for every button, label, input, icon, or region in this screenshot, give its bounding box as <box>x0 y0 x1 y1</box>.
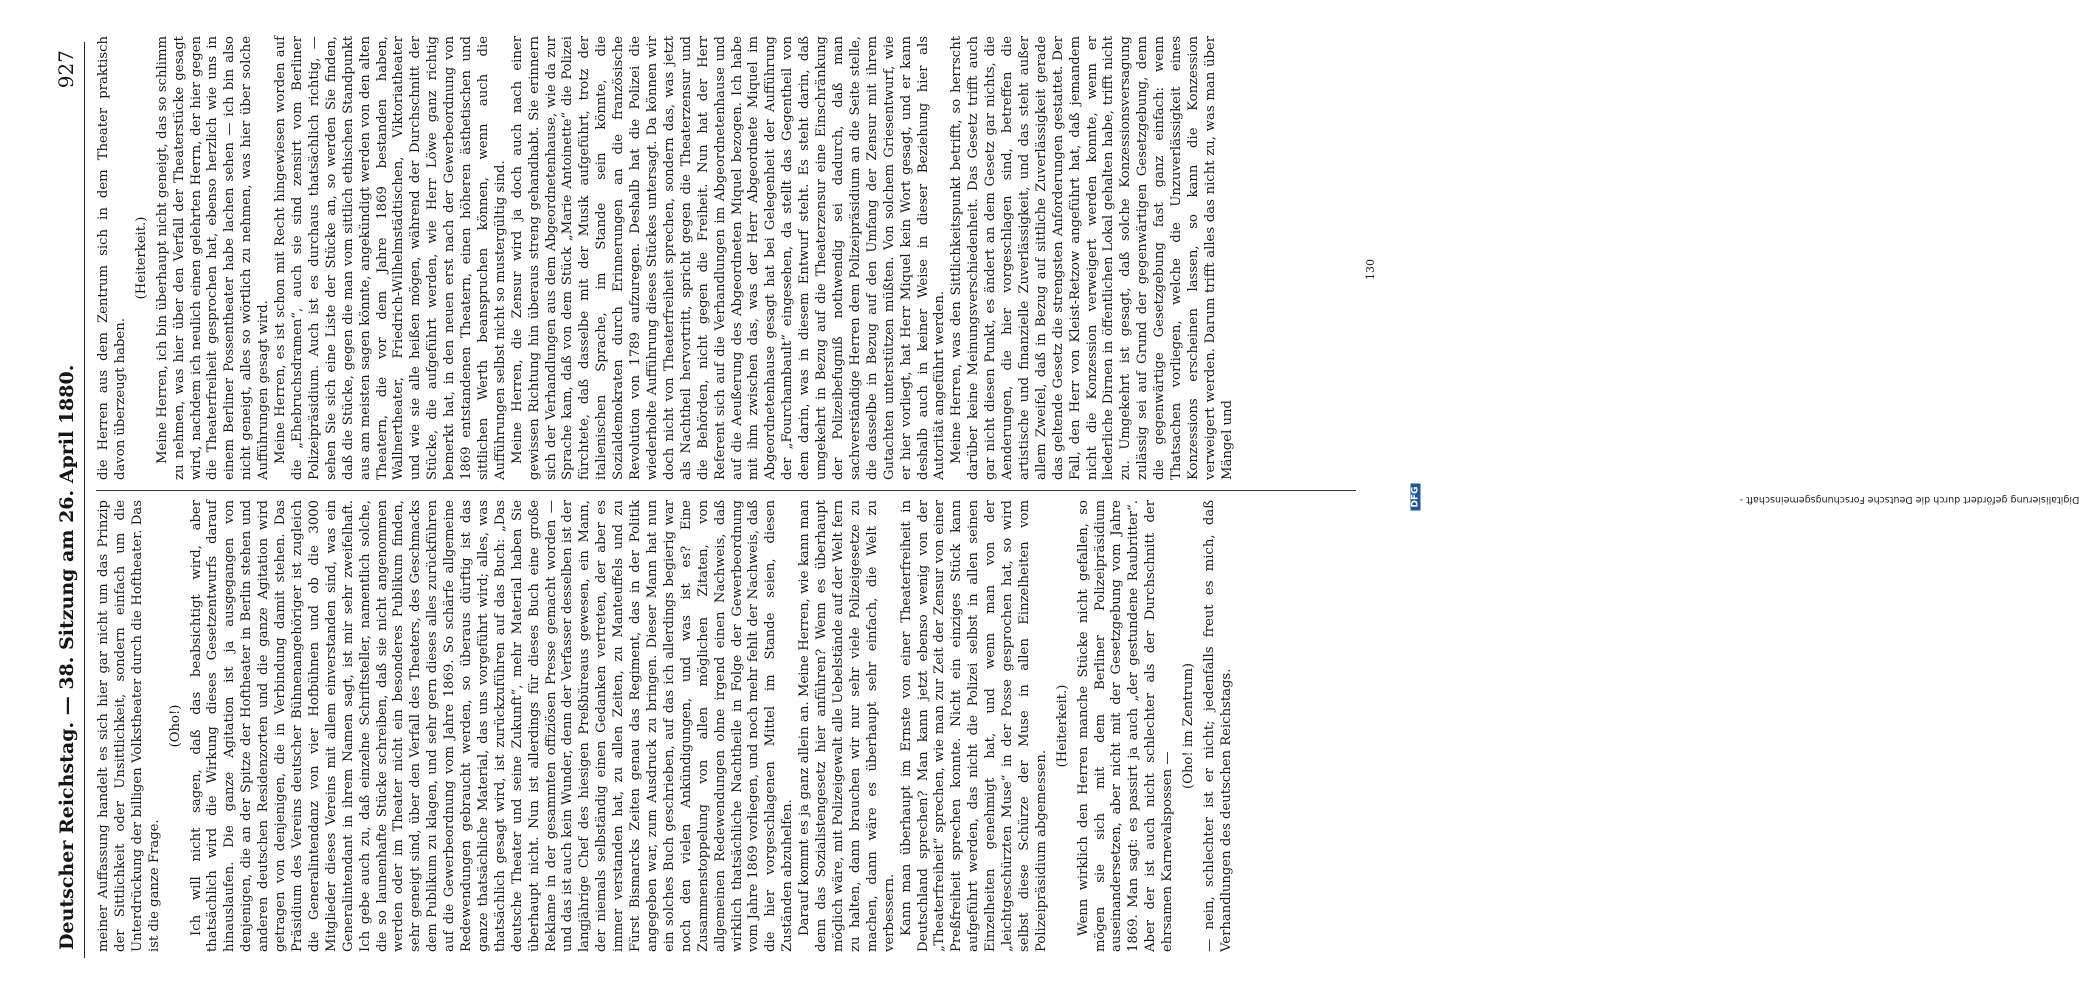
interjection: (Oho! im Zentrum) <box>1181 663 1197 790</box>
newspaper-page <box>36 20 1396 980</box>
paragraph: Kann man überhaupt im Ernste von einer Theaterfreiheit in Deutschland sprechen? Man kann jetzt ebenso wenig von der „Theaterfreiheit“ sprechen, wie man zur Zeit der Zensur von einer Preßfreiheit sprechen konnte. Nicht ein einziges Stück kann aufgeführt werden, das nicht die Polizei selbst in allen seinen Einzelheiten genehmigt hat, und wenn man von der „leichtgeschürzten Muse“ in der Posse gesprochen hat, so wird selbst diese Schürze der Muse in allen Einzelheiten vom Polizeipräsidium abgemessen. <box>898 500 1049 952</box>
paragraph: Meine Herren, es ist schon mit Recht hingewiesen worden auf die „Ehebruchsdramen“, auch sie sind zensirt vom Berliner Polizeipräsidium. Auch ist es durchaus thatsächlich richtig, — sehen Sie sich eine Liste der Stücke an, so werden Sie finden, daß die Stücke, gegen die man vom sittlich ethischen Standpunkt aus am meisten sagen könnte, angekündigt werden von den alten Theatern, die vor dem Jahre 1869 bestanden haben, Wallnertheater, Friedrich-Wilhelmstädtischen, Viktoriatheater und wie sie alle heißen mögen, während der Durchschnitt der Stücke, die aufgeführt werden, wie Herr Löwe ganz richtig bemerkt hat, in den neuen erst nach der Gewerbeordnung von 1869 entstandenen Theatern, einen höheren ästhetischen und sittlichen Werth beanspruchen können, wenn auch die Aufführungen selbst nicht so mustergültig sind. <box>273 36 508 480</box>
text-column-left <box>96 500 1366 952</box>
credit-text: Digitalisierung gefördert durch die Deutsche Forschungsgemeinschaft - <box>1739 494 2079 506</box>
text-column-right <box>96 36 1366 480</box>
interjection: (Heiterkeit.) <box>1054 684 1070 768</box>
paragraph: — nein, schlechter ist er nicht; jedenfalls freut es mich, daß Verhandlungen des deutschen Reichstags. <box>1202 500 1234 952</box>
paragraph: Meine Herren, ich bin überhaupt nicht geneigt, das so schlimm zu nehmen, was hier über den Verfall der Theaterstücke gesagt wird, nachdem ich neulich einen gelehrten Herrn, der hier gegen die Theaterfreiheit gesprochen hat, ebenso herzlich wie uns in einem Berliner Possentheater habe lachen sehen — ich bin also nicht geneigt, alles so wörtlich zu nehmen, was hier über solche Aufführungen gesagt wird. <box>154 36 272 480</box>
signature-mark: 130 <box>1364 259 1377 280</box>
column-divider <box>96 490 1356 491</box>
paragraph: die Herren aus dem Zentrum sich in dem Theater praktisch davon überzeugt haben. <box>96 36 128 480</box>
dfg-logo: DFG <box>1411 483 1421 510</box>
interjection: (Heiterkeit.) <box>133 216 149 300</box>
interjection: (Oho!) <box>167 704 183 748</box>
paragraph: Darauf kommt es ja ganz allein an. Meine Herren, wie kann man denn das Sozialistengesetz hier anführen? Wenn es überhaupt möglich wäre, mit Polizeigewalt alle Uebelstände auf der Welt fern zu halten, dann brauchen wir nur sehr viele Polizeigesetze zu machen, dann wäre es überhaupt sehr einfach, die Welt zu verbessern. <box>797 500 897 952</box>
digitization-credit <box>1404 0 2079 1000</box>
paragraph: Meine Herren, was den Sittlichkeitspunkt betrifft, so herrscht darüber keine Meinungsverschiedenheit. Das Gesetz trifft auch gar nicht diesen Punkt, es ändert an dem Gesetz gar nichts, die Aenderungen, die hier vorgeschlagen sind, betreffen die artistische und finanzielle Zuverlässigkeit, und das steht außer allem Zweifel, daß in Bezug auf sittliche Zuverlässigkeit gerade das geltende Gesetz die strengsten Anforderungen gestattet. Der Fall, den Herr von Kleist-Retzow angeführt hat, daß jemandem nicht die Konzession verweigert werden konnte, wenn er liederliche Dirnen in öffentlichen Lokal gehalten habe, trifft nicht zu. Umgekehrt ist gesagt, daß solche Konzessionsversagung zulässig sei auf Grund der gegenwärtigen Gesetzgebung, denn die gegenwärtige Gesetzgebung fast ganz einfach: wenn Thatsachen vorliegen, welche die Unzuverlässigkeit eines Konzessions erscheinen lassen, so kann die Konzession verweigert werden. Darum trifft alles das nicht zu, was man über Mängel und <box>949 36 1235 480</box>
page-header <box>50 42 85 958</box>
page-number: 927 <box>54 50 78 89</box>
paragraph: Ich will nicht sagen, daß das beabsichtigt wird, aber thatsächlich wird die Wirkung dieses Gesetzentwurfs darauf hinauslaufen. Die ganze Agitation ist ja ausgegangen von denjenigen, die an der Spitze der Hoftheater in Berlin stehen und anderen deutschen Residenzorten und die ganze Agitation wird getragen von denjenigen, die in Verbindung damit stehen. Das Präsidium des Vereins deutscher Bühnenangehöriger ist zugleich die Generalintendanz von vier Hofbühnen und ob die 3000 Mitglieder dieses Vereins mit allem einverstanden sind, was ein Generalintendant in ihrem Namen sagt, ist mir sehr zweifelhaft. Ich gebe auch zu, daß einzelne Schriftsteller, namentlich solche, die so launenhafte Stücke schreiben, daß sie nicht angenommen werden oder im Theater nicht ein besonderes Publikum finden, sehr geneigt sind, über den Verfall des Theaters, des Geschmacks dem Publikum zu klagen, und sehr gern dieses alles zurückführen auf die Gewerbeordnung vom Jahre 1869. So schärfe allgemeine Redewendungen gebraucht werden, so überaus dürftig ist das ganze thatsächliche Material, das uns vorgeführt wird; alles, was thatsächlich gesagt wird, ist zurückzuführen auf das Buch: „Das deutsche Theater und seine Zukunft“, mehr Material haben Sie überhaupt nicht. Nun ist allerdings für dieses Buch eine große Reklame in der gesammten offiziösen Presse gemacht worden — und das ist auch kein Wunder, denn der Verfasser desselben ist der langjährige Chef des hiesigen Preßbüreaus gewesen, ein Mann, der niemals selbständig einen Gedanken vertreten, der aber es immer verstanden hat, zu allen Zeiten, zu Manteuffels und zu Fürst Bismarcks Zeiten genau das Regiment, das in der Politik angegeben war, zum Ausdruck zu bringen. Dieser Mann hat nun ein solches Buch geschrieben, auf das ich allerdings begierig war noch den vielen Ankündigungen, und was ist es? Eine Zusammenstoppelung von allen möglichen Zitaten, von allgemeinen Redewendungen ohne irgend einen Nachweis, daß wirklich thatsächliche Nachtheile in Folge der Gewerbeordnung vom Jahre 1869 vorliegen, und noch mehr fehlt der Nachweis, daß die hier vorgeschlagenen Mittel im Stande seien, diesen Zuständen abzuhelfen. <box>188 500 796 952</box>
paragraph: Wenn wirklich den Herren manche Stücke nicht gefallen, so mögen sie sich mit dem Berliner Polizeipräsidium auseinandersetzen, aber nicht mit der Gesetzgebung vom Jahre 1869. Man sagt: es passirt ja auch „der gestundene Raubritter“. Aber der ist auch nicht schlechter als der Durchschnitt der ehrsamen Karnevalspossen — <box>1075 500 1176 952</box>
paragraph: Meine Herren, die Zensur wird ja doch auch nach einer gewissen Richtung hin überaus streng gehandhabt. Sie erinnern sich der Verhandlungen aus dem Abgeordnetenhause, wie da zur Sprache kam, daß von dem Stück „Marie Antoinette“ die Polizei fürchtete, daß dasselbe mit der Musik aufgeführt, trotz der italienischen Sprache, im Stande sein könnte, die Sozialdemokraten durch Erinnerungen an die französische Revolution von 1789 aufzuregen. Deshalb hat die Polizei die wiederholte Aufführung dieses Stückes untersagt. Da können wir doch nicht von Theaterfreiheit sprechen, sondern das, was jetzt als Nachtheil hervortritt, spricht gegen die Theaterzensur und die Behörden, nicht gegen die Freiheit. Nun hat der Herr Referent sich auf die Verhandlungen im Abgeordnetenhause und auf die Aeußerung des Abgeordneten Miquel bezogen. Ich habe mit ihm zwischen das, was der Herr Abgeordnete Miquel im Abgeordnetenhause gesagt hat bei Gelegenheit der Aufführung der „Fourchambault“ eingesehen, da stellt das Gegentheil von dem darin, was in diesem Entwurf steht. Es steht darin, daß umgekehrt in Bezug auf die Theaterzensur eine Einschränkung der Polizeibefugniß nothwendig sei dadurch, daß man sachverständige Herren dem Polizeipräsidium an die Seite stelle, die dasselbe in Bezug auf den Umfang der Zensur mit ihrem Gutachten unterstützen müßten. Von solchem Griesentwurf, wie er hier vorliegt, hat Herr Miquel kein Wort gesagt, und er kann deshalb auch in keiner Weise in dieser Beziehung hier als Autorität angeführt werden. <box>509 36 948 480</box>
paragraph: meiner Auffassung handelt es sich hier gar nicht um das Prinzip der Sittlichkeit oder Unsittlichkeit, sondern einfach um die Unterdrückung der billigen Volkstheater durch die Hoftheater. Das ist die ganze Frage. <box>96 500 162 952</box>
running-head: Deutscher Reichstag. — 38. Sitzung am 26. April 1880. <box>56 364 78 950</box>
